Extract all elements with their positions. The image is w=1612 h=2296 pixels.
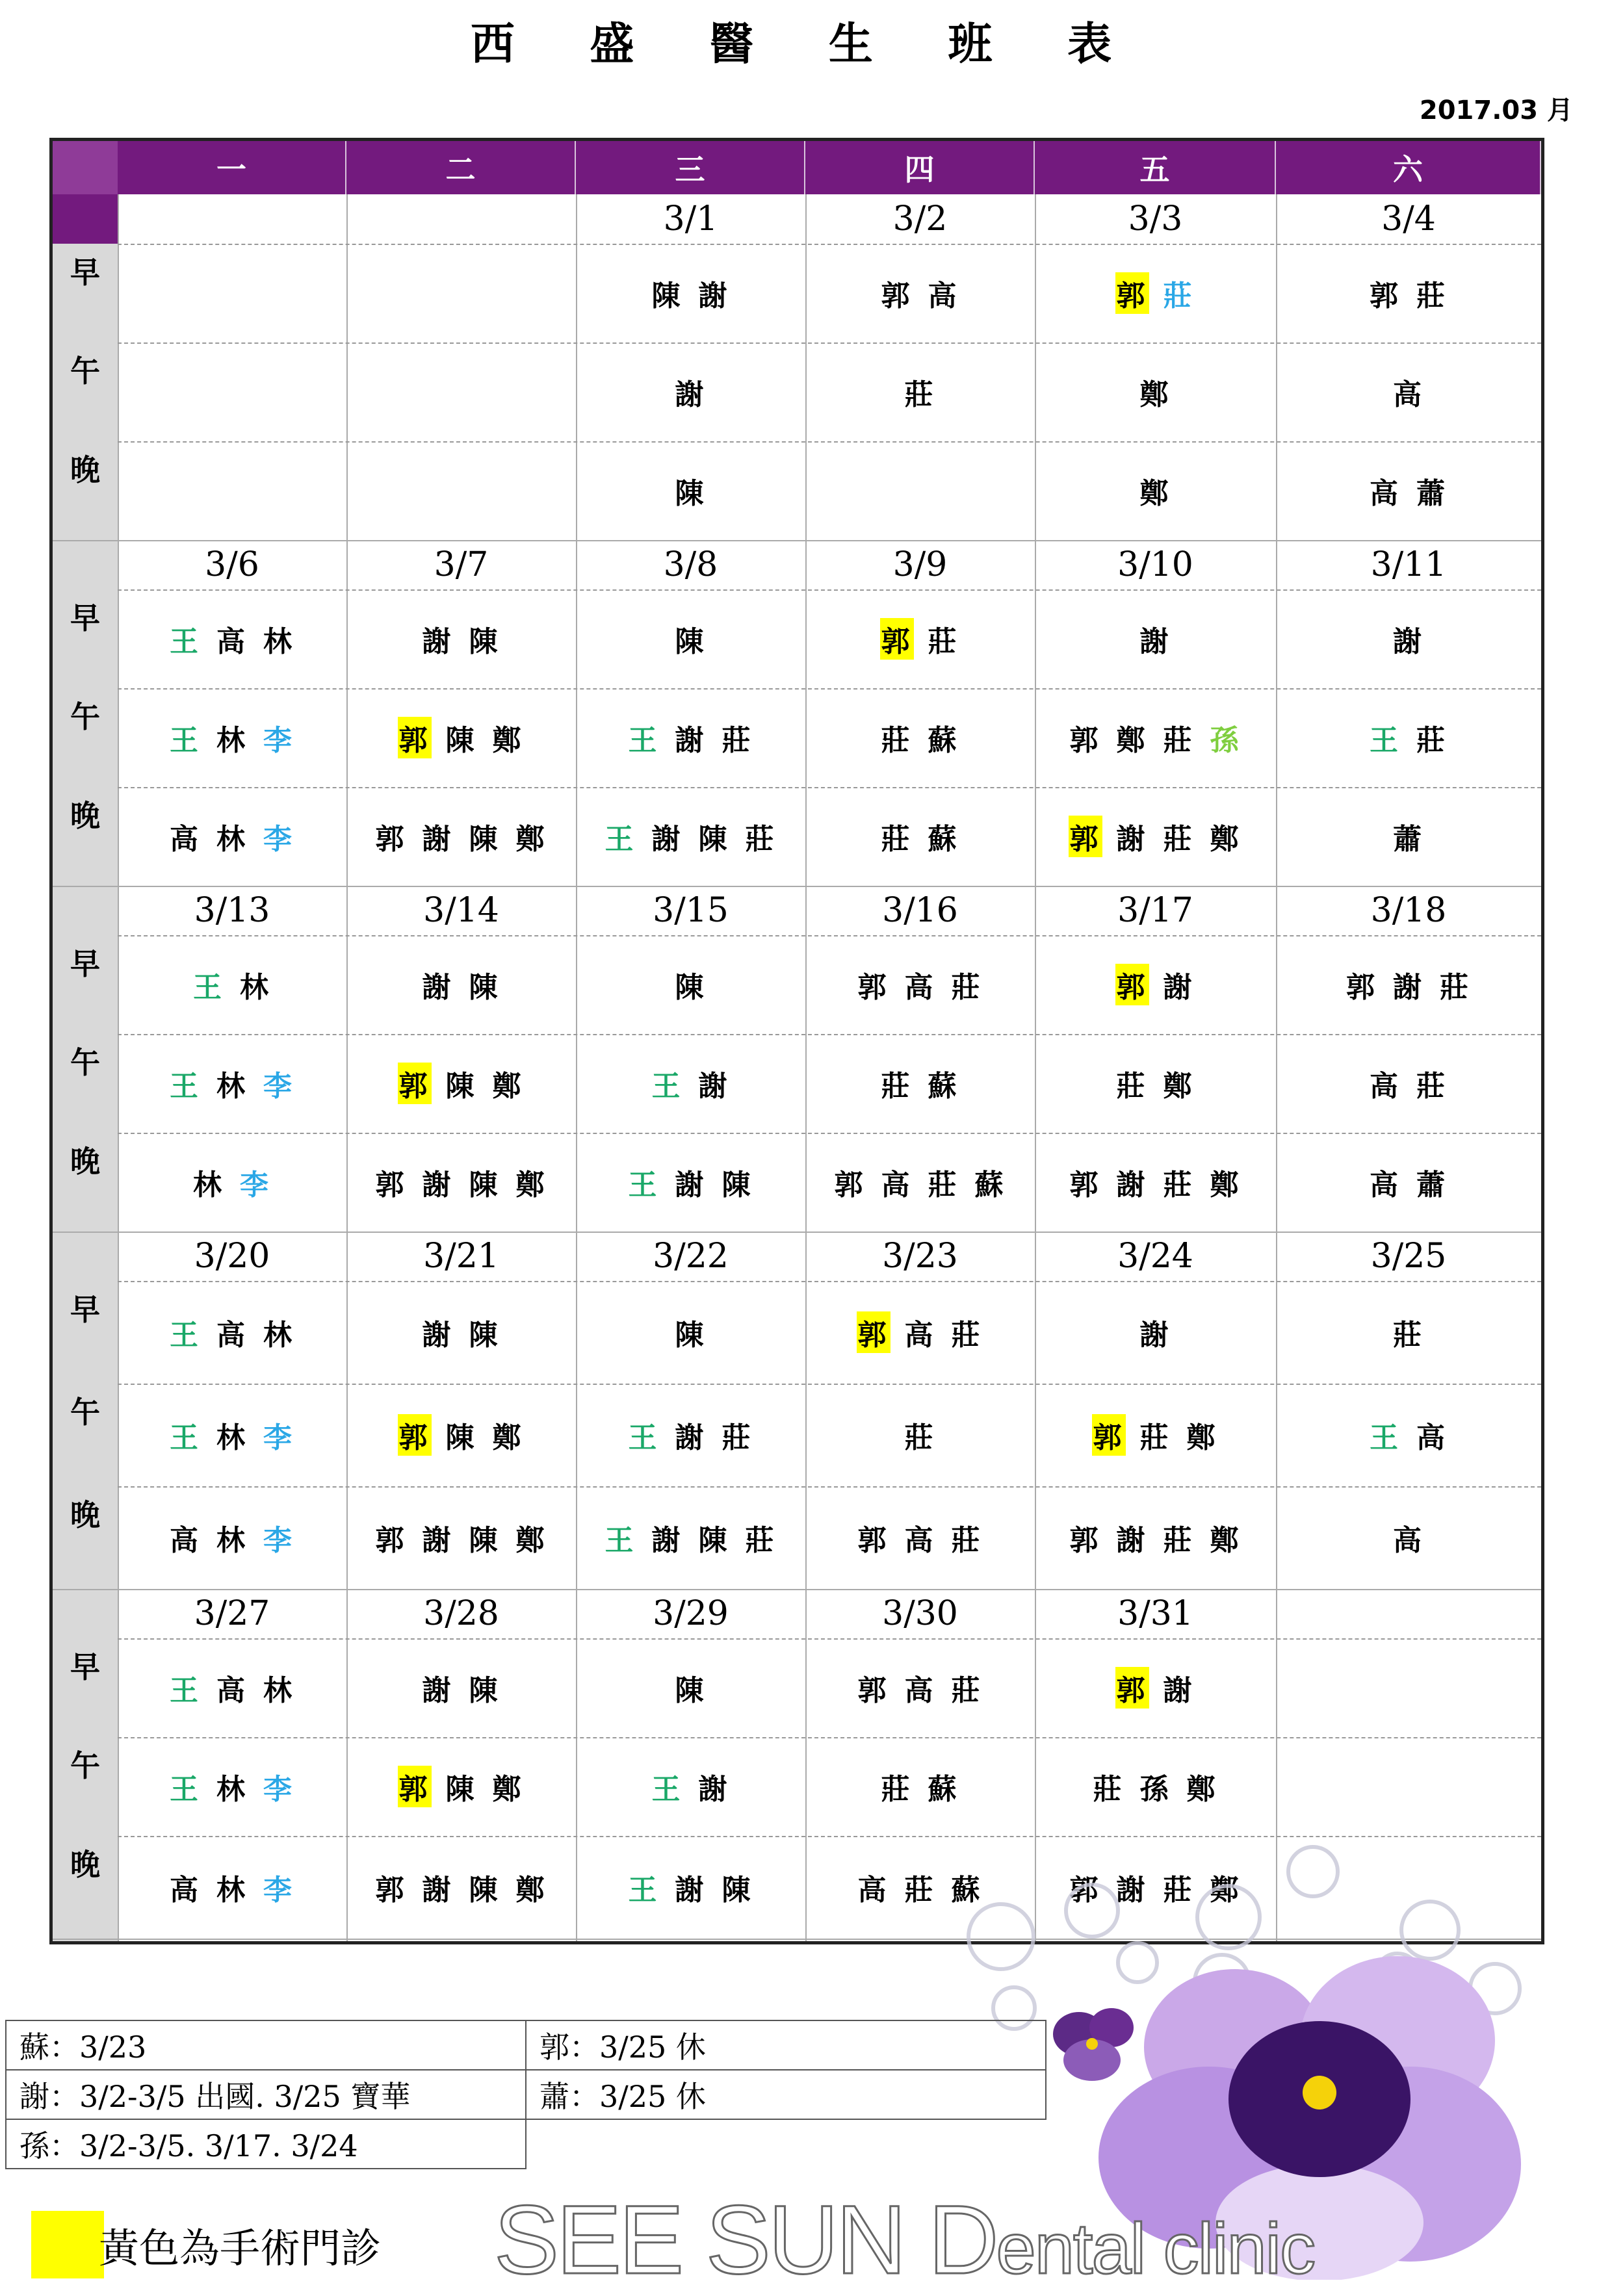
doctor-name: 謝 — [698, 1070, 730, 1103]
date-cell: 3/24 — [1117, 1237, 1193, 1276]
doctor-name: 謝 — [1116, 823, 1148, 856]
weekday-header: 五 — [1035, 141, 1276, 194]
doctor-name: 陳 — [675, 1319, 707, 1352]
doctor-name: 郭 — [398, 1414, 432, 1456]
doctor-name: 高 — [904, 1524, 936, 1557]
doctor-name: 高 — [928, 279, 959, 313]
doctor-name: 郭 — [881, 279, 913, 313]
doctor-name: 莊 — [1416, 1070, 1448, 1103]
doctor-name: 陳 — [445, 1070, 477, 1103]
doctor-name: 高 — [170, 1524, 201, 1557]
doctor-name: 林 — [216, 1524, 248, 1557]
doctor-name: 李 — [263, 1874, 294, 1907]
doctor-name: 林 — [216, 1421, 248, 1454]
doctor-name: 王 — [1370, 724, 1401, 757]
date-cell: 3/6 — [205, 545, 259, 584]
doctor-name: 莊 — [1116, 1070, 1148, 1103]
doctor-name: 陳 — [722, 1874, 753, 1907]
doctor-name: 王 — [170, 1773, 201, 1806]
doctor-name: 鄭 — [1139, 477, 1171, 510]
doctor-name: 鄭 — [1210, 823, 1242, 856]
date-cell: 3/14 — [423, 891, 499, 930]
doctor-name: 高 — [216, 1319, 248, 1352]
doctor-name: 高 — [857, 1874, 889, 1907]
period-label: 晚 — [70, 1497, 100, 1532]
period-label: 早 — [70, 255, 100, 290]
legend-swatch — [31, 2211, 104, 2278]
doctor-name: 林 — [216, 823, 248, 856]
doctor-name: 郭 — [398, 717, 432, 758]
doctor-name: 莊 — [881, 823, 913, 856]
doctor-name: 陳 — [469, 823, 500, 856]
doctor-name: 謝 — [675, 378, 707, 411]
doctor-name: 王 — [628, 724, 660, 757]
doctor-name: 莊 — [722, 724, 753, 757]
note-su: 蘇：3/23 — [5, 2020, 526, 2070]
date-cell: 3/3 — [1128, 200, 1183, 239]
period-label: 早 — [70, 1292, 100, 1327]
doctor-name: 蕭 — [1416, 477, 1448, 510]
doctor-name: 王 — [170, 1674, 201, 1707]
doctor-name: 高 — [216, 1674, 248, 1707]
doctor-name: 高 — [1416, 1421, 1448, 1454]
doctor-name: 莊 — [1416, 724, 1448, 757]
doctor-name: 謝 — [422, 823, 454, 856]
doctor-name: 郭 — [857, 1524, 889, 1557]
doctor-name: 謝 — [422, 625, 454, 658]
doctor-name: 莊 — [1163, 1874, 1195, 1907]
doctor-name: 林 — [240, 971, 271, 1004]
doctor-name: 郭 — [398, 1766, 432, 1807]
doctor-name: 李 — [263, 1070, 294, 1103]
doctor-name: 陳 — [469, 971, 500, 1004]
date-cell: 3/13 — [194, 891, 270, 930]
doctor-name: 鄭 — [492, 1773, 524, 1806]
doctor-name: 陳 — [722, 1168, 753, 1202]
doctor-name: 高 — [1370, 477, 1401, 510]
doctor-name: 謝 — [675, 1874, 707, 1907]
date-cell: 3/30 — [882, 1594, 958, 1633]
date-cell: 3/16 — [882, 891, 958, 930]
doctor-name: 王 — [651, 1070, 683, 1103]
doctor-name: 謝 — [1116, 1524, 1148, 1557]
doctor-name: 莊 — [1093, 1773, 1124, 1806]
doctor-name: 王 — [628, 1421, 660, 1454]
doctor-name: 陳 — [698, 823, 730, 856]
doctor-name: 王 — [604, 823, 636, 856]
doctor-name: 陳 — [469, 1524, 500, 1557]
period-label: 午 — [70, 699, 100, 734]
doctor-name: 郭 — [834, 1168, 866, 1202]
date-cell: 3/7 — [434, 545, 489, 584]
doctor-name: 高 — [1370, 1168, 1401, 1202]
doctor-name: 陳 — [675, 1674, 707, 1707]
doctor-name: 鄭 — [515, 1168, 547, 1202]
notes-table — [5, 2020, 1045, 2169]
doctor-name: 郭 — [375, 1874, 407, 1907]
date-cell: 3/29 — [653, 1594, 729, 1633]
doctor-name: 莊 — [745, 1524, 777, 1557]
doctor-name: 莊 — [951, 1524, 983, 1557]
doctor-name: 王 — [170, 724, 201, 757]
doctor-name: 郭 — [1069, 1874, 1101, 1907]
date-cell: 3/20 — [194, 1237, 270, 1276]
date-cell: 3/23 — [882, 1237, 958, 1276]
doctor-name: 高 — [904, 971, 936, 1004]
doctor-name: 蘇 — [974, 1168, 1006, 1202]
note-xiao: 蕭：3/25 休 — [525, 2069, 1046, 2120]
doctor-name: 謝 — [651, 1524, 683, 1557]
doctor-name: 莊 — [904, 1874, 936, 1907]
doctor-name: 林 — [263, 1319, 294, 1352]
doctor-name: 謝 — [422, 1168, 454, 1202]
date-cell: 3/4 — [1381, 200, 1436, 239]
period-label: 晚 — [70, 798, 100, 833]
doctor-name: 李 — [263, 1524, 294, 1557]
doctor-name: 莊 — [904, 378, 936, 411]
doctor-name: 王 — [651, 1773, 683, 1806]
doctor-name: 郭 — [857, 1311, 890, 1353]
doctor-name: 高 — [170, 823, 201, 856]
date-cell: 3/15 — [653, 891, 729, 930]
doctor-name: 郭 — [1370, 279, 1401, 313]
date-cell: 3/27 — [194, 1594, 270, 1633]
doctor-name: 王 — [628, 1168, 660, 1202]
period-label: 早 — [70, 946, 100, 981]
doctor-name: 林 — [263, 1674, 294, 1707]
doctor-name: 鄭 — [1186, 1773, 1218, 1806]
doctor-name: 莊 — [1163, 1524, 1195, 1557]
doctor-name: 郭 — [1115, 272, 1149, 314]
date-cell: 3/11 — [1370, 545, 1447, 584]
doctor-name: 高 — [1370, 1070, 1401, 1103]
date-cell: 3/31 — [1117, 1594, 1193, 1633]
doctor-name: 謝 — [422, 1874, 454, 1907]
doctor-name: 鄭 — [1210, 1168, 1242, 1202]
doctor-name: 郭 — [1092, 1414, 1126, 1456]
doctor-name: 鄭 — [515, 1874, 547, 1907]
doctor-name: 陳 — [469, 1674, 500, 1707]
doctor-name: 莊 — [1163, 279, 1195, 313]
doctor-name: 陳 — [469, 625, 500, 658]
doctor-name: 蘇 — [951, 1874, 983, 1907]
doctor-name: 莊 — [928, 1168, 959, 1202]
doctor-name: 莊 — [1416, 279, 1448, 313]
period-label: 午 — [70, 1395, 100, 1430]
doctor-name: 謝 — [675, 1421, 707, 1454]
doctor-name: 王 — [170, 1319, 201, 1352]
date-cell: 3/8 — [663, 545, 718, 584]
date-cell: 3/17 — [1117, 891, 1193, 930]
doctor-name: 謝 — [698, 279, 730, 313]
doctor-name: 高 — [881, 1168, 913, 1202]
doctor-name: 陳 — [469, 1319, 500, 1352]
doctor-name: 莊 — [928, 625, 959, 658]
doctor-name: 林 — [216, 1874, 248, 1907]
doctor-name: 陳 — [675, 971, 707, 1004]
doctor-name: 謝 — [1163, 1674, 1195, 1707]
doctor-name: 孫 — [1210, 724, 1242, 757]
doctor-name: 郭 — [1115, 1667, 1149, 1709]
doctor-name: 郭 — [1069, 1524, 1101, 1557]
doctor-name: 謝 — [1116, 1168, 1148, 1202]
doctor-name: 高 — [904, 1674, 936, 1707]
doctor-name: 郭 — [1346, 971, 1377, 1004]
doctor-name: 謝 — [675, 724, 707, 757]
legend-text: 黃色為手術門診 — [99, 2225, 382, 2272]
weekday-header: 六 — [1276, 141, 1541, 194]
doctor-name: 莊 — [951, 1319, 983, 1352]
doctor-name: 謝 — [422, 1674, 454, 1707]
doctor-name: 謝 — [1393, 971, 1424, 1004]
doctor-name: 李 — [263, 823, 294, 856]
doctor-name: 高 — [1393, 378, 1424, 411]
weekday-header: 二 — [346, 141, 576, 194]
doctor-name: 郭 — [1069, 816, 1102, 857]
doctor-name: 陳 — [469, 1168, 500, 1202]
doctor-name: 蕭 — [1416, 1168, 1448, 1202]
month-label: 2017.03 月 — [1419, 96, 1573, 125]
doctor-name: 林 — [216, 724, 248, 757]
doctor-name: 陳 — [698, 1524, 730, 1557]
brand-logo — [494, 2184, 1314, 2296]
doctor-name: 莊 — [881, 724, 913, 757]
weekday-header: 三 — [576, 141, 805, 194]
doctor-name: 高 — [170, 1874, 201, 1907]
doctor-name: 蘇 — [928, 1773, 959, 1806]
period-label: 晚 — [70, 1144, 100, 1179]
doctor-name: 鄭 — [515, 823, 547, 856]
doctor-name: 莊 — [951, 1674, 983, 1707]
doctor-name: 林 — [263, 625, 294, 658]
doctor-name: 鄭 — [492, 724, 524, 757]
doctor-name: 王 — [193, 971, 224, 1004]
doctor-name: 林 — [216, 1773, 248, 1806]
date-cell: 3/28 — [423, 1594, 499, 1633]
doctor-name: 謝 — [698, 1773, 730, 1806]
period-label: 晚 — [70, 1847, 100, 1882]
doctor-name: 郭 — [880, 618, 914, 660]
doctor-name: 王 — [170, 1070, 201, 1103]
doctor-name: 莊 — [1393, 1319, 1424, 1352]
doctor-name: 高 — [904, 1319, 936, 1352]
doctor-name: 莊 — [745, 823, 777, 856]
doctor-name: 鄭 — [1116, 724, 1148, 757]
doctor-name: 莊 — [1163, 1168, 1195, 1202]
doctor-name: 莊 — [881, 1070, 913, 1103]
doctor-name: 王 — [170, 1421, 201, 1454]
note-sun: 孫：3/2-3/5. 3/17. 3/24 — [5, 2119, 526, 2169]
doctor-name: 王 — [628, 1874, 660, 1907]
date-cell: 3/25 — [1370, 1237, 1447, 1276]
doctor-name: 莊 — [1163, 724, 1195, 757]
doctor-name: 陳 — [445, 724, 477, 757]
doctor-name: 王 — [1370, 1421, 1401, 1454]
doctor-name: 鄭 — [515, 1524, 547, 1557]
doctor-name: 謝 — [1163, 971, 1195, 1004]
doctor-name: 陳 — [445, 1773, 477, 1806]
period-label: 早 — [70, 1649, 100, 1684]
period-label: 午 — [70, 1045, 100, 1080]
doctor-name: 陳 — [651, 279, 683, 313]
doctor-name: 李 — [240, 1168, 271, 1202]
doctor-name: 陳 — [675, 477, 707, 510]
date-cell: 3/2 — [892, 200, 948, 239]
doctor-name: 蘇 — [928, 823, 959, 856]
doctor-name: 莊 — [1139, 1421, 1171, 1454]
doctor-name: 蘇 — [928, 724, 959, 757]
date-cell: 3/22 — [653, 1237, 729, 1276]
note-xie: 謝：3/2-3/5 出國. 3/25 寶華 — [5, 2069, 526, 2120]
note-guo: 郭：3/25 休 — [525, 2020, 1046, 2070]
doctor-name: 鄭 — [1210, 1524, 1242, 1557]
doctor-name: 郭 — [398, 1063, 432, 1104]
weekday-header: 四 — [805, 141, 1035, 194]
date-cell: 3/1 — [663, 200, 718, 239]
doctor-name: 謝 — [422, 1524, 454, 1557]
doctor-name: 李 — [263, 1773, 294, 1806]
doctor-name: 蕭 — [1393, 823, 1424, 856]
doctor-name: 郭 — [1115, 964, 1149, 1005]
date-cell: 3/10 — [1117, 545, 1193, 584]
doctor-name: 謝 — [1139, 625, 1171, 658]
doctor-name: 莊 — [951, 971, 983, 1004]
doctor-name: 鄭 — [492, 1421, 524, 1454]
doctor-name: 陳 — [445, 1421, 477, 1454]
doctor-name: 郭 — [857, 1674, 889, 1707]
doctor-name: 陳 — [469, 1874, 500, 1907]
doctor-name: 蘇 — [928, 1070, 959, 1103]
doctor-name: 謝 — [1116, 1874, 1148, 1907]
small-pansy-icon — [1053, 2008, 1134, 2081]
doctor-name: 王 — [170, 625, 201, 658]
page-title: 西 盛 醫 生 班 表 — [470, 18, 1142, 70]
doctor-name: 謝 — [675, 1168, 707, 1202]
doctor-name: 謝 — [422, 1319, 454, 1352]
doctor-name: 鄭 — [1186, 1421, 1218, 1454]
doctor-name: 謝 — [422, 971, 454, 1004]
date-cell: 3/9 — [892, 545, 948, 584]
doctor-name: 郭 — [1069, 724, 1101, 757]
date-cell: 3/21 — [423, 1237, 499, 1276]
doctor-name: 謝 — [651, 823, 683, 856]
doctor-name: 鄭 — [1210, 1874, 1242, 1907]
doctor-name: 陳 — [675, 625, 707, 658]
doctor-name: 郭 — [375, 1524, 407, 1557]
date-cell: 3/18 — [1370, 891, 1447, 930]
doctor-name: 郭 — [1069, 1168, 1101, 1202]
doctor-name: 莊 — [1163, 823, 1195, 856]
doctor-name: 莊 — [722, 1421, 753, 1454]
doctor-name: 王 — [604, 1524, 636, 1557]
period-label: 晚 — [70, 452, 100, 487]
doctor-name: 林 — [193, 1168, 224, 1202]
doctor-name: 高 — [216, 625, 248, 658]
doctor-name: 謝 — [1139, 1319, 1171, 1352]
doctor-name: 郭 — [857, 971, 889, 1004]
doctor-name: 郭 — [375, 1168, 407, 1202]
doctor-name: 莊 — [1440, 971, 1471, 1004]
doctor-name: 李 — [263, 724, 294, 757]
doctor-name: 郭 — [375, 823, 407, 856]
doctor-name: 鄭 — [1139, 378, 1171, 411]
period-label: 午 — [70, 354, 100, 389]
doctor-name: 孫 — [1139, 1773, 1171, 1806]
doctor-name: 高 — [1393, 1524, 1424, 1557]
doctor-name: 林 — [216, 1070, 248, 1103]
doctor-name: 李 — [263, 1421, 294, 1454]
brand-d: D — [928, 2185, 996, 2294]
period-label: 午 — [70, 1748, 100, 1783]
doctor-name: 莊 — [881, 1773, 913, 1806]
doctor-name: 莊 — [904, 1421, 936, 1454]
doctor-name: 鄭 — [1163, 1070, 1195, 1103]
brand-main: SEE SUN — [494, 2185, 929, 2294]
doctor-name: 鄭 — [492, 1070, 524, 1103]
doctor-name: 謝 — [1393, 625, 1424, 658]
weekday-header: 一 — [118, 141, 346, 194]
brand-rest: ental clinic — [996, 2209, 1315, 2289]
period-label: 早 — [70, 600, 100, 636]
